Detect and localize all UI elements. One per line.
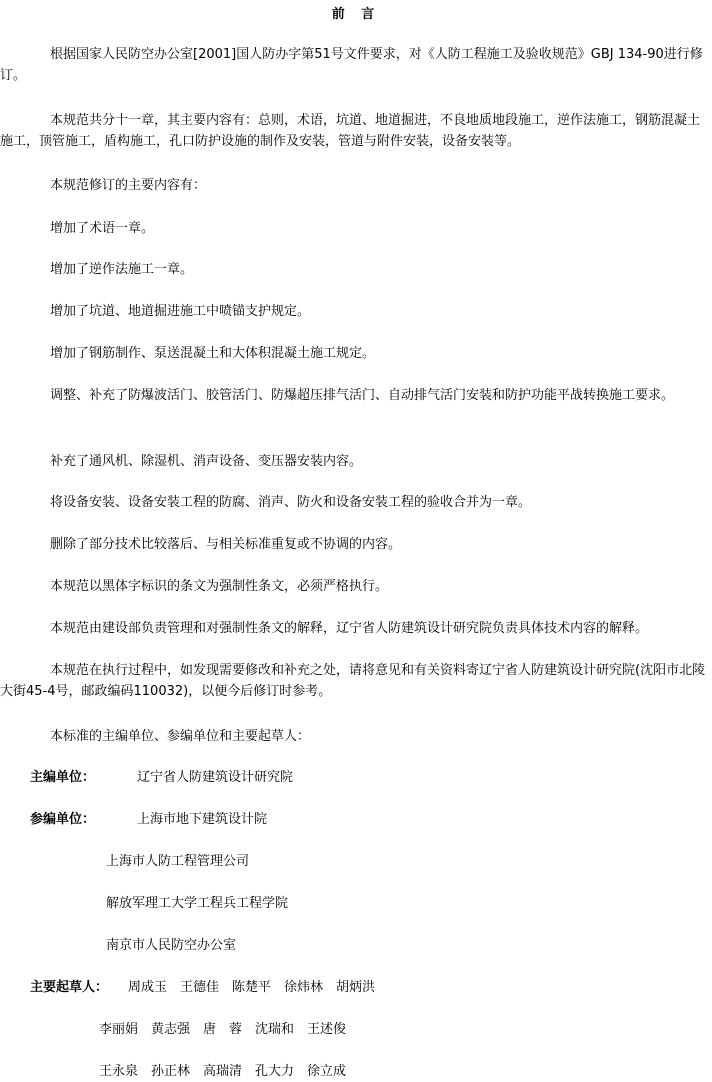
participating-unit-name: 上海市人防工程管理公司 bbox=[106, 854, 250, 869]
paragraph-revision-item: 增加了坑道、地道掘进施工中喷锚支护规定。 bbox=[50, 304, 311, 319]
chief-unit-label: 主编单位： bbox=[30, 770, 96, 785]
chief-unit-name: 辽宁省人防建筑设计研究院 bbox=[137, 770, 294, 785]
drafters-row: 李丽娟 黄志强 唐 蓉 沈瑞和 王述俊 bbox=[99, 1022, 347, 1037]
drafters-row: 周成玉 王德佳 陈楚平 徐炜林 胡炳洪 bbox=[128, 980, 376, 995]
paragraph-revision-intro: 本规范修订的主要内容有： bbox=[50, 178, 207, 193]
paragraph-revision-item: 增加了钢筋制作、泵送混凝土和大体积混凝土施工规定。 bbox=[50, 346, 376, 361]
drafters-row: 王永泉 孙正林 高瑞清 孔大力 徐立成 bbox=[99, 1064, 347, 1079]
drafters-label: 主要起草人： bbox=[30, 980, 109, 995]
paragraph-revision-item: 将设备安装、设备安装工程的防腐、消声、防火和设备安装工程的验收合并为一章。 bbox=[50, 495, 532, 510]
participating-unit-name: 解放军理工大学工程兵工程学院 bbox=[106, 896, 289, 911]
paragraph-chapters: 本规范共分十一章，其主要内容有：总则，术语，坑道、地道掘进，不良地质地段施工，逆作法施工，钢筋混凝土施工，顶管施工，盾构施工，孔口防护设施的制作及安装，管道与附件安装，设备安装等。 bbox=[0, 113, 701, 149]
participating-unit-name: 南京市人民防空办公室 bbox=[106, 938, 237, 953]
participating-unit-name: 上海市地下建筑设计院 bbox=[137, 812, 268, 827]
page-title: 前 言 bbox=[331, 7, 381, 22]
participating-units-label: 参编单位： bbox=[30, 812, 96, 827]
paragraph-revision-item: 调整、补充了防爆波活门、胶管活门、防爆超压排气活门、自动排气活门安装和防护功能平战转换施工要求。 bbox=[50, 388, 675, 403]
paragraph-revision-basis: 根据国家人民防空办公室[2001]国人防办字第51号文件要求，对《人防工程施工及验收规范》GBJ 134-90进行修订。 bbox=[0, 47, 703, 83]
paragraph-feedback: 本规范在执行过程中，如发现需要修改和补充之处，请将意见和有关资料寄辽宁省人防建筑设计研究院(沈阳市北陵大街45-4号，邮政编码110032)，以便今后修订时参考。 bbox=[0, 663, 706, 699]
paragraph-revision-item: 增加了逆作法施工一章。 bbox=[50, 262, 194, 277]
paragraph-mandatory-clauses: 本规范以黑体字标识的条文为强制性条文，必须严格执行。 bbox=[50, 579, 389, 594]
paragraph-revision-item: 增加了术语一章。 bbox=[50, 221, 155, 236]
paragraph-management: 本规范由建设部负责管理和对强制性条文的解释，辽宁省人防建筑设计研究院负责具体技术内容的解释。 bbox=[50, 621, 649, 636]
paragraph-revision-item: 删除了部分技术比较落后、与相关标准重复或不协调的内容。 bbox=[50, 537, 402, 552]
paragraph-revision-item: 补充了通风机、除湿机、消声设备、变压器安装内容。 bbox=[50, 454, 363, 469]
paragraph-units-intro: 本标准的主编单位、参编单位和主要起草人： bbox=[50, 729, 311, 744]
